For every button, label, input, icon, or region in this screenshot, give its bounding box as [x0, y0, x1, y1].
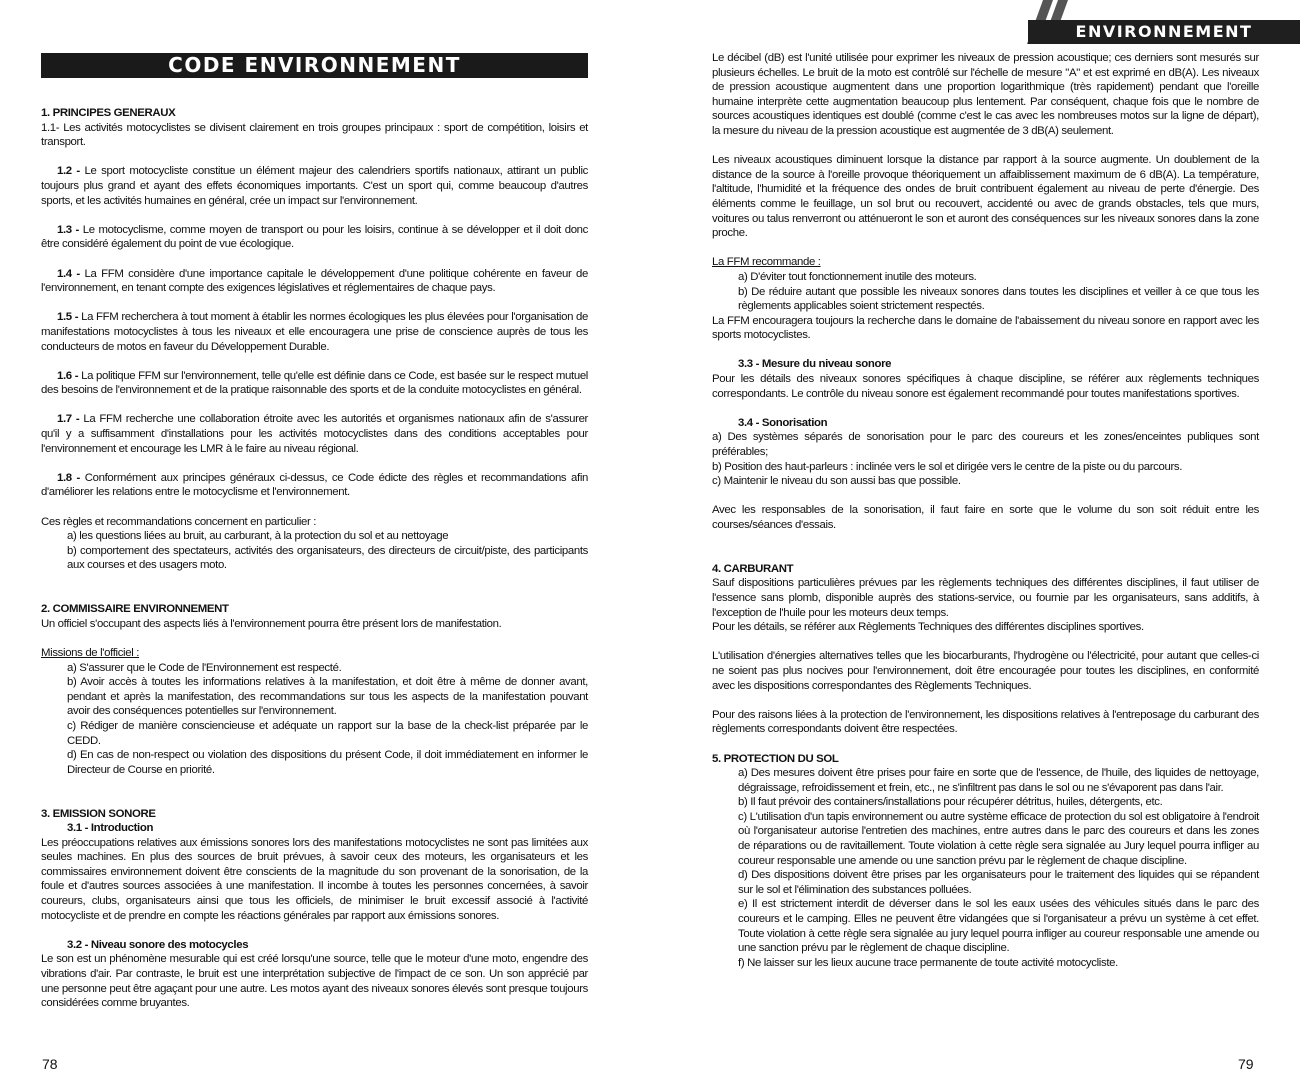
paragraph: a) Des systèmes séparés de sonorisation pour le parc des coureurs et les zones/enceintes publiques sont préférables;	[712, 431, 1259, 459]
paragraph-spacer	[41, 500, 588, 515]
paragraph-text: La FFM recherchera à tout moment à établir les normes écologiques les plus élevées pour l'organisation de manifestations motocyclistes à tous les niveaux et elle encouragera une prise de conscience auprès de tous les conducteurs de motos en faveur du Développement Durable.	[41, 311, 588, 353]
subsection-heading: 3.2 - Niveau sonore des motocycles	[67, 938, 249, 951]
paragraph-spacer	[41, 923, 588, 938]
paragraph: Sauf dispositions particulières prévues par les règlements techniques des différentes disciplines, il faut utiliser de l'essence sans plomb, disponible auprès des stations-service, ou fournie par les organisateurs, sans additifs, à l'exception de l'huile pour les moteurs deux temps.	[712, 577, 1259, 619]
paragraph-spacer	[41, 208, 588, 223]
list-item: b) De réduire autant que possible les niveaux sonores dans toutes les disciplines et veiller à ce que tous les règlements applicables soient strictement respectés.	[738, 285, 1259, 313]
paragraph-spacer	[712, 241, 1259, 256]
paragraph-spacer	[712, 489, 1259, 504]
paragraph-spacer	[712, 401, 1259, 416]
paragraph-number: 1.6 -	[57, 369, 79, 382]
paragraph: Avec les responsables de la sonorisation, il faut faire en sorte que le volume du son soit réduit entre les courses/séances d'essais.	[712, 504, 1259, 531]
paragraph-text: La FFM recherche une collaboration étroite avec les autorités et organismes nationaux afin de s'assurer qu'il y a suffisamment d'installations pour les activités motocyclistes dans des conditions acceptables pour l'environnement et encourage les LMR à le faire au niveau régional.	[41, 413, 588, 455]
numbered-paragraph	[41, 164, 588, 208]
underlined-label: La FFM recommande :	[712, 256, 821, 269]
paragraph-spacer	[41, 398, 588, 413]
paragraph: 1.1- Les activités motocyclistes se divisent clairement en trois groupes principaux : sport de compétition, loisirs et transport.	[41, 121, 588, 149]
paragraph: Ces règles et recommandations concernent en particulier :	[41, 515, 317, 528]
underlined-label: Missions de l'officiel :	[41, 646, 140, 659]
paragraph: c) Maintenir le niveau du son aussi bas que possible.	[712, 475, 961, 488]
left-column-text	[41, 106, 588, 1011]
page-number-left: 78	[42, 1056, 58, 1072]
paragraph: Un officiel s'occupant des aspects liés à l'environnement pourra être présent lors de manifestation.	[41, 617, 502, 630]
list-item: d) En cas de non-respect ou violation des dispositions du présent Code, il doit immédiatement en informer le Directeur de Course en priorité.	[67, 749, 588, 776]
numbered-paragraph	[41, 471, 588, 500]
list-item: a) Des mesures doivent être prises pour faire en sorte que de l'essence, de l'huile, des liquides de nettoyage, dégraissage, refroidissement et frein, etc., ne s'infiltrent pas dans le sol ou ne s'évaporent pas dans l'air.	[738, 767, 1259, 794]
list-item: a) S'assurer que le Code de l'Environnement est respecté.	[67, 661, 342, 674]
paragraph-spacer	[41, 252, 588, 267]
subsection-heading: 3.3 - Mesure du niveau sonore	[738, 358, 892, 371]
section-heading: 1. PRINCIPES GENERAUX	[41, 107, 176, 119]
numbered-paragraph	[41, 267, 588, 296]
paragraph: Le son est un phénomène mesurable qui est créé lorsqu'une source, telle que le moteur d'une moto, engendre des vibrations d'air. Par contraste, le bruit est une interprétation subjective de l'impact de ce son. Un son apprécié par une personne peut être agaçant pour une autre. Les motos ayant des niveaux sonores élevés sont presque toujours considérées comme bruyantes.	[41, 953, 588, 1010]
list-item: b) comportement des spectateurs, activités des organisateurs, des directeurs de circuit/piste, des participants aux courses et des usagers moto.	[67, 544, 588, 572]
paragraph-spacer	[712, 635, 1259, 650]
paragraph-spacer	[41, 573, 588, 588]
section-heading: 3. EMISSION SONORE	[41, 807, 156, 820]
list-item: b) Il faut prévoir des containers/installations pour récupérer détritus, huiles, détergents, etc.	[738, 796, 1163, 809]
paragraph-number: 1.7 -	[57, 413, 80, 426]
page-title: CODE ENVIRONNEMENT	[41, 53, 588, 78]
paragraph: b) Position des haut-parleurs : inclinée vers le sol et dirigée vers le centre de la piste ou du parcours.	[712, 460, 1183, 473]
right-column-text	[712, 51, 1259, 970]
paragraph-spacer	[41, 296, 588, 311]
paragraph-spacer	[712, 533, 1259, 548]
paragraph-spacer	[41, 777, 588, 792]
list-item: c) L'utilisation d'un tapis environnement ou autre système efficace de protection du sol est obligatoire à l'endroit où l'organisateur autorise l'entretien des machines, entre autres dans le parc des coureurs et dans les zones de réparations ou de ravitaillement. Toute violation à cette règle sera signalée au Jury lequel pourra infliger au coureur responsable une amende ou une sanction prévu par le règlement de chaque discipline.	[738, 810, 1259, 867]
list-item: a) D'éviter tout fonctionnement inutile des moteurs.	[738, 270, 977, 283]
section-heading: 4. CARBURANT	[712, 562, 794, 575]
paragraph-spacer	[41, 150, 588, 165]
paragraph-spacer	[41, 631, 588, 646]
paragraph: Les préoccupations relatives aux émissions sonores lors des manifestations motocyclistes ne sont pas limitées aux seules machines. En plus des sources de bruit prévues, à savoir ceux des moteurs, les organisateurs et les commissaires environnement doivent être conscients de la magnitude du son provenant de la sonorisation, de la foule et d'autres sources associées à une manifestation. Il incombe à toutes les personnes concernées, à savoir coureurs, clubs, organisateurs ainsi que tous les officiels, de minimiser le bruit excessif associé à l'activité motocycliste et de prendre en compte les réactions générales par rapport aux émissions sonores.	[41, 836, 588, 922]
paragraph-text: La FFM considère d'une importance capitale le développement d'une politique cohérente en faveur de l'environnement, en tenant compte des exigences législatives et réglementaires de chaque pays.	[41, 267, 589, 295]
paragraph-text: La politique FFM sur l'environnement, telle qu'elle est définie dans ce Code, est basée sur le respect mutuel des besoins de l'environnement et de la pratique raisonnable des sports et de la conduite motocyclistes en général.	[41, 369, 588, 397]
list-item: c) Rédiger de manière consciencieuse et adéquate un rapport sur la base de la check-list préparée par le CEDD.	[67, 719, 588, 747]
numbered-paragraph	[41, 310, 588, 354]
section-header: ENVIRONNEMENT	[1028, 20, 1300, 44]
paragraph-spacer	[41, 588, 588, 603]
subsection-heading: 3.4 - Sonorisation	[738, 416, 828, 429]
paragraph-spacer	[712, 547, 1259, 562]
list-item: a) les questions liées au bruit, au carburant, à la protection du sol et au nettoyage	[67, 530, 449, 543]
page-number-right: 79	[1238, 1056, 1254, 1072]
numbered-paragraph	[41, 369, 588, 398]
paragraph: L'utilisation d'énergies alternatives telles que les biocarburants, l'hydrogène ou l'électricité, pour autant que celles-ci ne soient pas plus nocives pour l'environnement, doit être encouragée pour toutes les disciplines, en conformité avec les dispositions correspondantes des Règlements Techniques.	[712, 650, 1259, 692]
paragraph-text: Le motocyclisme, comme moyen de transport ou pour les loisirs, continue à se développer et il doit donc être considéré également du point de vue écologique.	[41, 223, 589, 251]
subsection-heading: 3.1 - Introduction	[67, 822, 154, 835]
paragraph-spacer	[712, 737, 1259, 752]
paragraph-number: 1.5 -	[57, 311, 79, 324]
paragraph-spacer	[712, 139, 1259, 154]
paragraph-number: 1.2 -	[57, 165, 80, 178]
paragraph-number: 1.8 -	[57, 471, 80, 484]
list-item: f) Ne laisser sur les lieux aucune trace permanente de toute activité motocycliste.	[738, 956, 1118, 969]
paragraph-number: 1.4 -	[57, 267, 80, 280]
section-heading: 5. PROTECTION DU SOL	[712, 752, 839, 765]
paragraph-spacer	[712, 343, 1259, 358]
numbered-paragraph	[41, 223, 588, 252]
paragraph: La FFM encouragera toujours la recherche dans le domaine de l'abaissement du niveau sonore en rapport avec les sports motocyclistes.	[712, 314, 1259, 342]
paragraph-text: Le sport motocycliste constitue un élément majeur des calendriers sportifs nationaux, attirant un public toujours plus grand et ayant des effets économiques importants. C'est un sport qui, comme beaucoup d'autres sports, et les activités humaines en général, crée un impact sur l'environnement.	[41, 165, 588, 207]
paragraph: Les niveaux acoustiques diminuent lorsque la distance par rapport à la source augmente. Un doublement de la distance de la source à l'oreille provoque théoriquement un affaiblissement maximum de 6 dB(A). La température, l'altitude, l'humidité et la fréquence des ondes de bruit contribuent également au niveau de perte d'énergie. Des éléments comme le feuillage, un sol brut ou recouvert, accidenté ou avec de grands obstacles, tels que murs, voitures ou talus renverront ou atténueront le son et auront des conséquences sur les niveaux sonores dans la zone proche.	[712, 154, 1259, 240]
list-item: d) Des dispositions doivent être prises par les organisateurs pour le traitement des liquides qui se répandent sur le sol et l'élimination des substances polluées.	[738, 869, 1259, 896]
paragraph: Pour des raisons liées à la protection de l'environnement, les dispositions relatives à l'entreposage du carburant des règlements correspondants doivent être respectées.	[712, 708, 1259, 736]
paragraph-spacer	[41, 354, 588, 369]
section-heading: 2. COMMISSAIRE ENVIRONNEMENT	[41, 603, 229, 616]
list-item: e) Il est strictement interdit de déverser dans le sol les eaux usées des véhicules situés dans le parc des coureurs et le camping. Elles ne peuvent être vidangées que si l'organisateur a prévu un système à cet effet. Toute violation à cette règle sera signalée au jury lequel pourra infliger au coureur responsable une amende ou une sanction prévu par le règlement de chaque discipline.	[738, 898, 1259, 955]
numbered-paragraph	[41, 412, 588, 456]
paragraph: Pour les détails des niveaux sonores spécifiques à chaque discipline, se référer aux règlements techniques correspondants. Le contrôle du niveau sonore est également recommandé pour toutes manifestations sportives.	[712, 373, 1259, 400]
paragraph-spacer	[41, 456, 588, 471]
paragraph-text: Conformément aux principes généraux ci-dessus, ce Code édicte des règles et recommandations afin d'améliorer les relations entre le motocyclisme et l'environnement.	[41, 471, 588, 499]
list-item: b) Avoir accès à toutes les informations relatives à la manifestation, et doit être à même de donner avant, pendant et après la manifestation, des recommandations sur tous les aspects de la manifestation pouvant avoir des conséquences potentielles sur l'environnement.	[67, 676, 588, 718]
paragraph-spacer	[712, 693, 1259, 708]
paragraph-spacer	[41, 792, 588, 807]
paragraph: Le décibel (dB) est l'unité utilisée pour exprimer les niveaux de pression acoustique; ces derniers sont mesurés sur plusieurs échelles. Le bruit de la moto est contrôlé sur l'échelle de mesure "A" et est exprimé en dB(A). Les niveaux de pression acoustique augmentent dans une proportion logarithmique (très rapidement) pendant que l'oreille humaine interprète cette augmentation beaucoup plus lentement. Par conséquent, chaque fois que le nombre de sources acoustiques identiques est doublé (comme c'est le cas avec les nombreuses motos sur la ligne de départ), la mesure du niveau de la pression acoustique est augmentée de 3 dB(A) seulement.	[712, 52, 1259, 137]
paragraph-number: 1.3 -	[57, 223, 79, 236]
paragraph: Pour les détails, se référer aux Règlements Techniques des différentes disciplines sportives.	[712, 621, 1144, 634]
right-page	[650, 0, 1300, 1092]
